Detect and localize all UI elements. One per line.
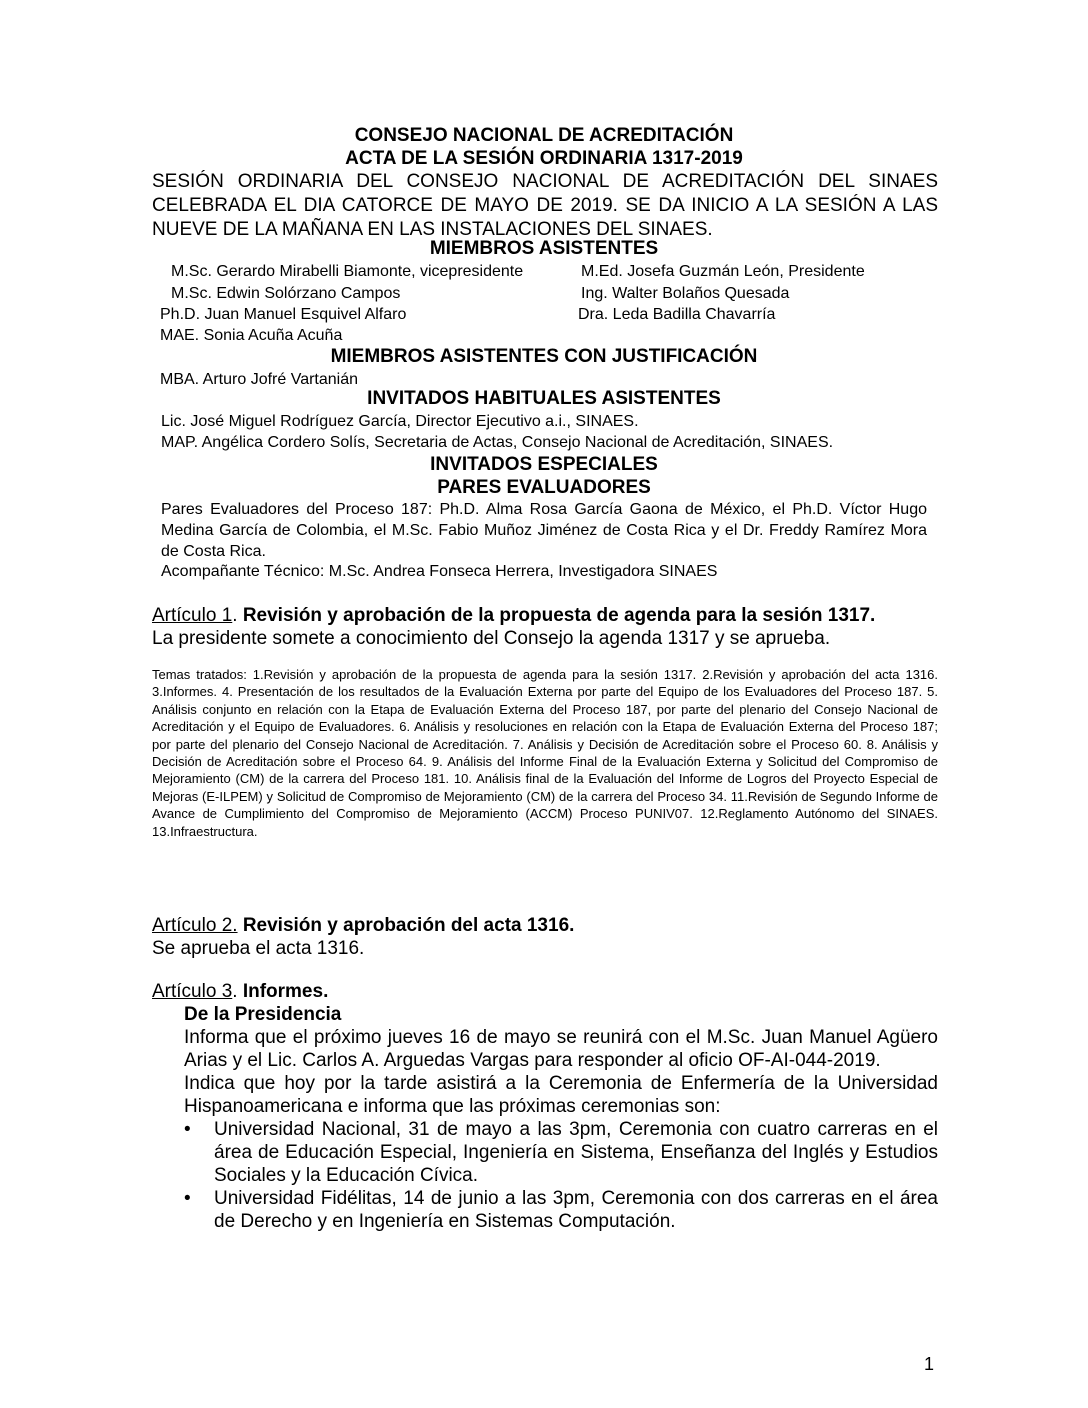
member-name: M.Sc. Gerardo Mirabelli Biamonte, vicepresidente	[171, 263, 524, 280]
article-label: Artículo 3	[152, 981, 233, 1002]
guest-name: Lic. José Miguel Rodríguez García, Director Ejecutivo a.i., SINAES.	[161, 413, 639, 430]
document-subtitle: ACTA DE LA SESIÓN ORDINARIA 1317-2019	[345, 148, 743, 169]
list-item	[184, 1187, 938, 1233]
heading-invitados-habituales: INVITADOS HABITUALES ASISTENTES	[367, 388, 721, 409]
presidencia-paragraph-1: Informa que el próximo jueves 16 de mayo se reunirá con el M.Sc. Juan Manuel Agüero Arias y el Lic. Carlos A. Arguedas Vargas para responder al oficio OF-AI-044-2019.	[184, 1027, 938, 1071]
pares-evaluadores-text: Pares Evaluadores del Proceso 187: Ph.D. Alma Rosa García Gaona de México, el Ph.D. Víctor Hugo Medina García de Colombia, el M.Sc. Fabio Muñoz Jiménez de Costa Rica y el Dr. Freddy Ramírez Mora de Costa Rica.	[161, 501, 927, 560]
article-2-heading	[152, 914, 574, 937]
article-title: Revisión y aprobación de la propuesta de agenda para la sesión 1317.	[242, 605, 876, 626]
article-3-heading	[152, 980, 328, 1003]
list-item	[184, 1118, 938, 1187]
document-title: CONSEJO NACIONAL DE ACREDITACIÓN	[354, 125, 734, 146]
list-item-text: Universidad Nacional, 31 de mayo a las 3pm, Ceremonia con cuatro carreras en el área de Educación Especial, Ingeniería en Sistema, Enseñanza del Inglés y Estudios Sociales y la Educación Cívica.	[214, 1119, 938, 1186]
page-number: 1	[924, 1354, 935, 1374]
member-name: Ing. Walter Bolaños Quesada	[581, 285, 790, 302]
article-title: Revisión y aprobación del acta 1316.	[242, 915, 575, 936]
article-title: Informes.	[242, 981, 329, 1002]
member-name: M.Sc. Edwin Solórzano Campos	[171, 285, 401, 302]
list-item-text: Universidad Fidélitas, 14 de junio a las 3pm, Ceremonia con dos carreras en el área de Derecho y en Ingeniería en Sistemas Computación.	[214, 1188, 938, 1232]
article-1-heading	[152, 604, 875, 627]
member-name: MAE. Sonia Acuña Acuña	[160, 327, 343, 344]
article-2-body: Se aprueba el acta 1316.	[152, 938, 365, 959]
member-name: M.Ed. Josefa Guzmán León, Presidente	[581, 263, 865, 280]
intro-line: NUEVE DE LA MAÑANA EN LAS INSTALACIONES DEL SINAES.	[152, 219, 713, 240]
temas-tratados: Temas tratados: 1.Revisión y aprobación de la propuesta de agenda para la sesión 1317. 2.Revisión y aprobación del acta 1316. 3.Informes. 4. Presentación de los resultados de la Evaluación Externa por parte del Equipo de los Evaluadores del Proceso 187. 5. Análisis conjunto en relación con la Etapa de Evaluación Externa del Proceso 187, por parte del plenario del Consejo Nacional de Acreditación y el Equipo de Evaluadores. 6. Análisis y resoluciones en relación con la Etapa de Evaluación Externa del Proceso 187; por parte del plenario del Consejo Nacional de Acreditación. 7. Análisis y Decisión de Acreditación sobre el Proceso 60. 8. Análisis y Decisión de Acreditación sobre el Proceso 64. 9. Análisis del Informe Final de la Evaluación Externa y Solicitud del Compromiso de Mejoramiento (CM) de la carrera del Proceso 181. 10. Análisis final de la Evaluación del Informe de Logros del Proyecto Especial de Mejoras (E-ILPEM) y Solicitud de Compromiso de Mejoramiento (CM) de la carrera del Proceso 34. 11.Revisión de Segundo Informe de Avance de Cumplimiento del Compromiso de Mejoramiento (ACCM) Proceso PUNIV07. 12.Reglamento Autónomo del SINAES. 13.Infraestructura.	[152, 667, 938, 839]
ceremonias-list	[184, 1118, 938, 1233]
article-1-body: La presidente somete a conocimiento del Consejo la agenda 1317 y se aprueba.	[152, 628, 831, 649]
bullet-icon: •	[184, 1119, 191, 1140]
heading-invitados-especiales: INVITADOS ESPECIALES	[430, 454, 658, 475]
article-separator: .	[232, 981, 243, 1002]
article-separator: .	[232, 605, 243, 626]
intro-line: CELEBRADA EL DIA CATORCE DE MAYO DE 2019. SE DA INICIO A LA SESIÓN A LAS	[152, 195, 938, 216]
presidencia-paragraph-2: Indica que hoy por la tarde asistirá a la Ceremonia de Enfermería de la Universidad Hispanoamericana e informa que las próximas ceremonias son:	[184, 1073, 938, 1117]
guest-name: MAP. Angélica Cordero Solís, Secretaria de Actas, Consejo Nacional de Acreditación, SINAES.	[161, 434, 834, 451]
member-name: MBA. Arturo Jofré Vartanián	[160, 371, 359, 388]
acompanante-tecnico: Acompañante Técnico: M.Sc. Andrea Fonseca Herrera, Investigadora SINAES	[161, 563, 718, 580]
session-intro	[152, 170, 938, 242]
intro-line: SESIÓN ORDINARIA DEL CONSEJO NACIONAL DE ACREDITACIÓN DEL SINAES	[152, 171, 938, 192]
heading-miembros-asistentes: MIEMBROS ASISTENTES	[429, 238, 659, 259]
bullet-icon: •	[184, 1188, 191, 1209]
article-label: Artículo 1	[152, 605, 233, 626]
member-name: Dra. Leda Badilla Chavarría	[578, 306, 776, 323]
heading-pares-evaluadores: PARES EVALUADORES	[437, 477, 651, 498]
heading-miembros-justificacion: MIEMBROS ASISTENTES CON JUSTIFICACIÓN	[330, 346, 758, 367]
section-presidencia: De la Presidencia	[184, 1004, 342, 1025]
member-name: Ph.D. Juan Manuel Esquivel Alfaro	[160, 306, 407, 323]
article-label: Artículo 2.	[152, 915, 238, 936]
